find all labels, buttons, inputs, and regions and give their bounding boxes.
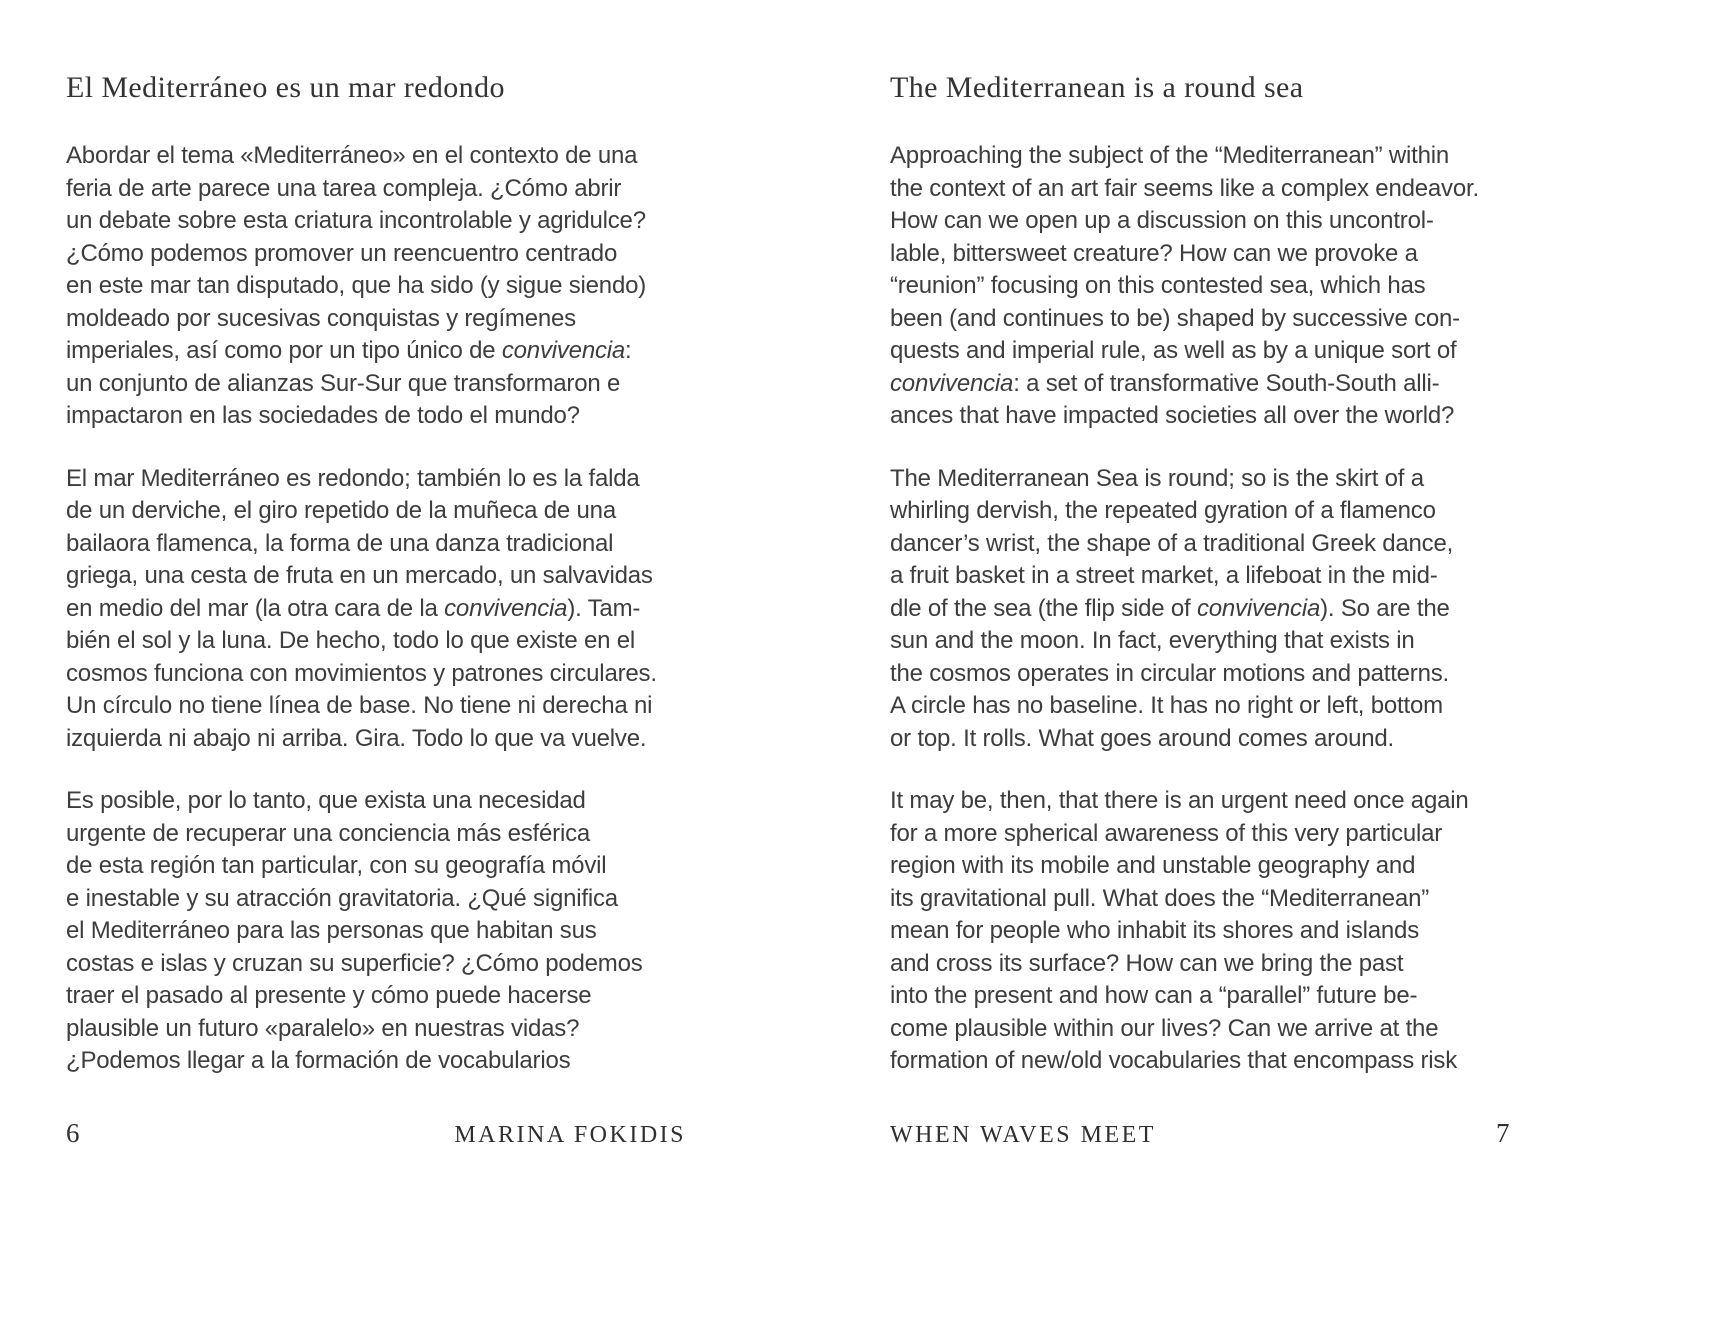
page-left: [66, 0, 686, 1338]
running-title-author: MARINA FOKIDIS: [454, 1122, 686, 1148]
body-text-english: [890, 140, 1510, 1078]
page-number-left: 6: [66, 1118, 80, 1148]
footer-left: [66, 1118, 686, 1149]
page-right: [890, 0, 1510, 1338]
paragraph-en-3: It may be, then, that there is an urgent need once again for a more spherical awareness of this very particular region with its mobile and unstable geography and its gravitational pull. What does the “Mediterranean” mean for people who inhabit its shores and islands and cross its surface? How can we bring the past into the present and how can a “parallel” future be- come plausible within our lives? Can we arrive at the formation of new/old vocabularies that encompass risk: [890, 787, 1469, 1074]
paragraph-es-2: El mar Mediterráneo es redondo; también lo es la falda de un derviche, el giro repetido de la muñeca de una bailaora flamenca, la forma de una danza tradicional griega, una cesta de fruta en un mercado, un salvavidas en medio del mar (la otra cara de la convivencia). Tam- bién el sol y la luna. De hecho, todo lo que existe en el cosmos funciona con movimientos y patrones circulares. Un círculo no tiene línea de base. No tiene ni derecha ni izquierda ni abajo ni arriba. Gira. Todo lo que va vuelve.: [66, 464, 657, 752]
running-title-essay: WHEN WAVES MEET: [890, 1122, 1156, 1148]
paragraph-es-3: Es posible, por lo tanto, que exista una necesidad urgente de recuperar una conciencia más esférica de esta región tan particular, con su geografía móvil e inestable y su atracción gravitatoria. ¿Qué significa el Mediterráneo para las personas que habitan sus costas e islas y cruzan su superficie? ¿Cómo podemos traer el pasado al presente y cómo puede hacerse plausible un futuro «paralelo» en nuestras vidas? ¿Podemos llegar a la formación de vocabularios: [66, 787, 643, 1074]
paragraph-es-1: Abordar el tema «Mediterráneo» en el contexto de una feria de arte parece una tarea compleja. ¿Cómo abrir un debate sobre esta criatura incontrolable y agridulce? ¿Cómo podemos promover un reencuentro centrado en este mar tan disputado, que ha sido (y sigue siendo) moldeado por sucesivas conquistas y regímenes imperiales, así como por un tipo único de convivencia: un conjunto de alianzas Sur-Sur que transformaron e impactaron en las sociedades de todo el mundo?: [66, 142, 647, 429]
footer-right: [890, 1118, 1510, 1149]
body-text-spanish: [66, 140, 686, 1078]
page-number-right: 7: [1496, 1118, 1510, 1148]
page-title-english: The Mediterranean is a round sea: [890, 71, 1304, 104]
paragraph-en-2: The Mediterranean Sea is round; so is the skirt of a whirling dervish, the repeated gyration of a flamenco dancer’s wrist, the shape of a traditional Greek dance, a fruit basket in a street market, a lifeboat in the mid- dle of the sea (the flip side of convivencia). So are the sun and the moon. In fact, everything that exists in the cosmos operates in circular motions and patterns. A circle has no baseline. It has no right or left, bottom or top. It rolls. What goes around comes around.: [890, 464, 1454, 752]
paragraph-en-1: Approaching the subject of the “Mediterranean” within the context of an art fair seems like a complex endeavor. How can we open up a discussion on this uncontrol- lable, bittersweet creature? How can we provoke a “reunion” focusing on this contested sea, which has been (and continues to be) shaped by successive con- quests and imperial rule, as well as by a unique sort of convivencia: a set of transformative South-South alli- ances that have impacted societies all over the world?: [890, 142, 1479, 429]
page-title-spanish: El Mediterráneo es un mar redondo: [66, 71, 505, 104]
